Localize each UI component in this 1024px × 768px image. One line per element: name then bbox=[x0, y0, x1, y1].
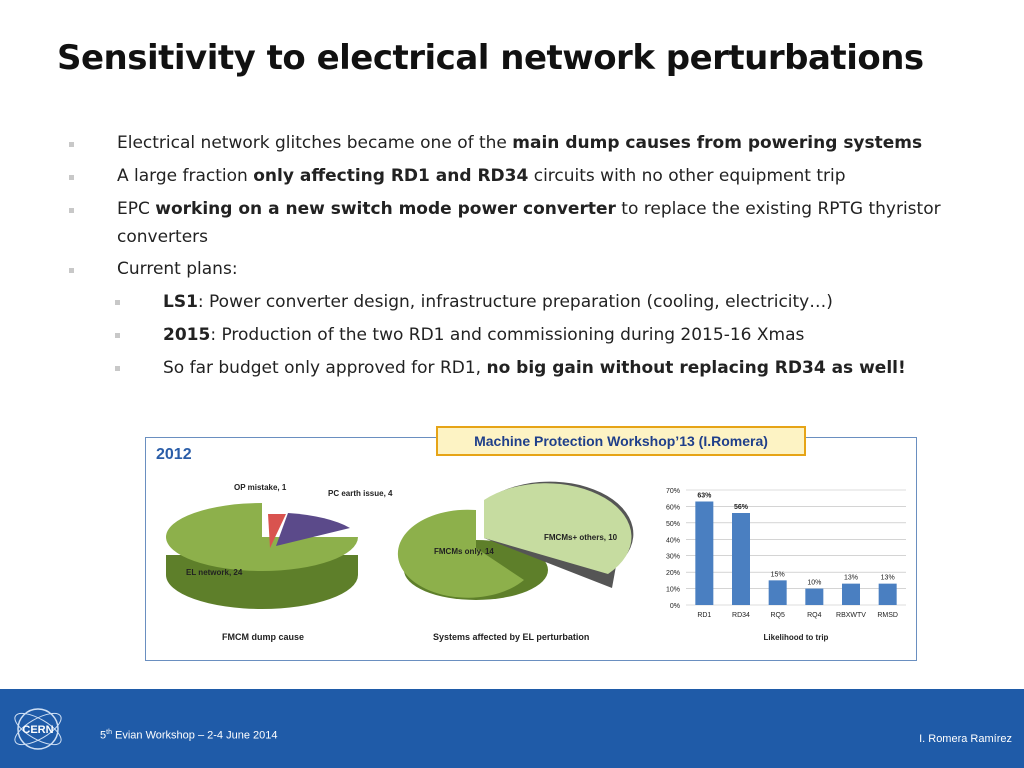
bar-data-label: 15% bbox=[770, 571, 785, 579]
bar-category-label: RD1 bbox=[697, 612, 712, 619]
bar-ytick-label: 20% bbox=[665, 570, 680, 578]
bullet-3-continued: converters bbox=[117, 227, 209, 247]
pie1-label-pc: PC earth issue, 4 bbox=[328, 489, 393, 498]
bullet-1: Electrical network glitches became one of the main dump causes from powering systems bbox=[117, 133, 923, 153]
subbullet-1: LS1: Power converter design, infrastructure preparation (cooling, electricity…) bbox=[163, 292, 833, 312]
bar-data-label: 10% bbox=[807, 579, 822, 587]
bullet-marker bbox=[69, 175, 74, 180]
bar-data-label: 13% bbox=[843, 574, 859, 582]
bar-ytick-label: 30% bbox=[665, 553, 680, 561]
footer-bar bbox=[0, 689, 1024, 768]
bar-data-label: 63% bbox=[697, 492, 712, 500]
subbullet-3: So far budget only approved for RD1, no big gain without replacing RD34 as well! bbox=[163, 358, 906, 378]
footer-author: I. Romera Ramírez bbox=[919, 733, 1012, 745]
bar-category-label: RBXWTV bbox=[836, 612, 866, 619]
bar-category-label: RMSD bbox=[877, 612, 898, 619]
pie2-label-only: FMCMs only, 14 bbox=[434, 547, 494, 556]
charts-svg bbox=[146, 438, 916, 660]
subbullet-marker bbox=[115, 366, 120, 371]
pie1-title: FMCM dump cause bbox=[222, 632, 305, 642]
bar-ytick-label: 60% bbox=[665, 504, 680, 512]
bullet-4: Current plans: bbox=[117, 259, 238, 279]
bar-category-label: RD34 bbox=[732, 612, 750, 619]
pie-systems-affected bbox=[398, 482, 633, 642]
bar-data-label: 13% bbox=[880, 574, 895, 582]
bar-category-label: RQ5 bbox=[770, 612, 785, 619]
source-callout: Machine Protection Workshop’13 (I.Romera) bbox=[436, 426, 806, 456]
bar-rd34 bbox=[732, 513, 750, 605]
bar-rq4 bbox=[805, 589, 823, 605]
slide-title: Sensitivity to electrical network perturbations bbox=[57, 38, 924, 78]
bar-rq5 bbox=[769, 580, 787, 605]
bar-rbxwtv bbox=[842, 584, 860, 605]
bullet-2: A large fraction only affecting RD1 and RD34 circuits with no other equipment trip bbox=[117, 166, 846, 186]
bar-rmsd bbox=[879, 584, 897, 605]
subbullet-2: 2015: Production of the two RD1 and commissioning during 2015-16 Xmas bbox=[163, 325, 805, 345]
footer-event: 5th Evian Workshop – 2-4 June 2014 bbox=[100, 729, 278, 742]
pie1-label-op: OP mistake, 1 bbox=[234, 483, 287, 492]
pie-fmcm-dump-cause bbox=[166, 483, 393, 642]
year-label: 2012 bbox=[156, 446, 192, 463]
bar-ytick-label: 70% bbox=[665, 488, 680, 495]
bar-rd1 bbox=[695, 502, 713, 606]
subbullet-marker bbox=[115, 333, 120, 338]
bullet-marker bbox=[69, 142, 74, 147]
bar-ytick-label: 0% bbox=[669, 603, 680, 610]
bullet-3: EPC working on a new switch mode power converter to replace the existing RPTG thyristor bbox=[117, 199, 941, 219]
cern-logo-icon bbox=[8, 699, 68, 759]
subbullet-marker bbox=[115, 300, 120, 305]
pie1-label-el: EL network, 24 bbox=[186, 568, 243, 577]
bar-xlabel: Likelihood to trip bbox=[763, 633, 829, 642]
bar-chart-likelihood bbox=[666, 488, 906, 642]
bullet-marker bbox=[69, 208, 74, 213]
bar-ytick-label: 50% bbox=[665, 520, 680, 528]
pie2-label-others: FMCMs+ others, 10 bbox=[544, 533, 618, 542]
svg-text:CERN: CERN bbox=[22, 724, 54, 736]
pie1-slice-el-network bbox=[166, 503, 358, 571]
bar-data-label: 56% bbox=[733, 504, 749, 511]
bar-ytick-label: 10% bbox=[665, 586, 680, 594]
pie2-title: Systems affected by EL perturbation bbox=[433, 632, 590, 642]
chart-panel bbox=[145, 437, 917, 661]
bar-category-label: RQ4 bbox=[807, 612, 822, 619]
bullet-marker bbox=[69, 268, 74, 273]
bar-ytick-label: 40% bbox=[665, 537, 680, 545]
